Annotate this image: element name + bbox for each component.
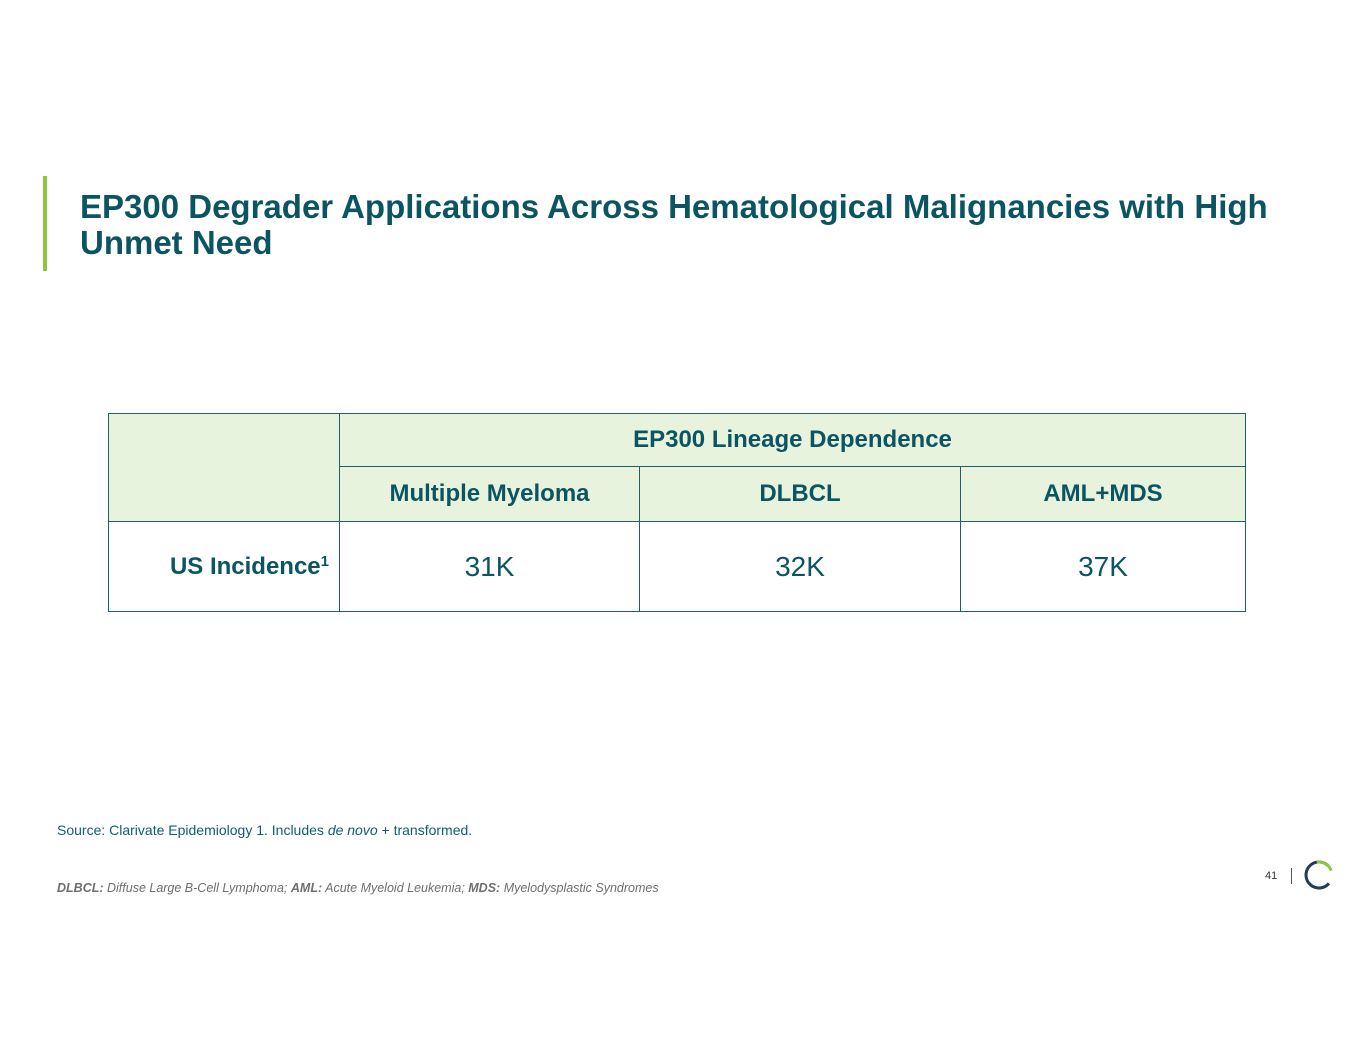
slide-title: EP300 Degrader Applications Across Hematological Malignancies with High Unmet Need	[80, 188, 1268, 261]
column-header-dlbcl: DLBCL	[640, 467, 961, 522]
abbrev-term-dlbcl: DLBCL:	[57, 881, 104, 895]
row-label-us-incidence	[109, 522, 340, 612]
column-header-multiple-myeloma: Multiple Myeloma	[340, 467, 640, 522]
circular-ring-logo-icon	[1303, 859, 1335, 891]
page-number: 41	[1265, 870, 1278, 882]
source-italic: de novo	[327, 822, 378, 838]
page-number-divider	[1291, 868, 1292, 884]
abbrev-term-aml: AML:	[290, 881, 323, 895]
source-footnote	[57, 822, 472, 838]
lineage-dependence-header: EP300 Lineage Dependence	[340, 414, 1246, 467]
abbrev-def-aml: Acute Myeloid Leukemia;	[322, 881, 469, 895]
source-suffix: + transformed.	[377, 822, 473, 838]
source-prefix: Source: Clarivate Epidemiology 1. Includes	[57, 822, 328, 838]
abbrev-def-dlbcl: Diffuse Large B-Cell Lymphoma;	[103, 881, 291, 895]
abbreviations-footnote	[57, 881, 659, 895]
footnote-marker: 1	[320, 552, 329, 570]
column-header-aml-mds: AML+MDS	[961, 467, 1246, 522]
value-multiple-myeloma: 31K	[340, 522, 640, 612]
table-corner-cell	[109, 414, 340, 522]
title-accent-bar	[43, 176, 47, 271]
value-aml-mds: 37K	[961, 522, 1246, 612]
value-dlbcl: 32K	[640, 522, 961, 612]
abbrev-term-mds: MDS:	[468, 881, 501, 895]
table-row	[109, 522, 1246, 612]
incidence-table	[108, 413, 1246, 612]
row-label-text: US Incidence	[169, 552, 321, 580]
abbrev-def-mds: Myelodysplastic Syndromes	[500, 881, 659, 895]
table-header-row	[109, 414, 1246, 467]
